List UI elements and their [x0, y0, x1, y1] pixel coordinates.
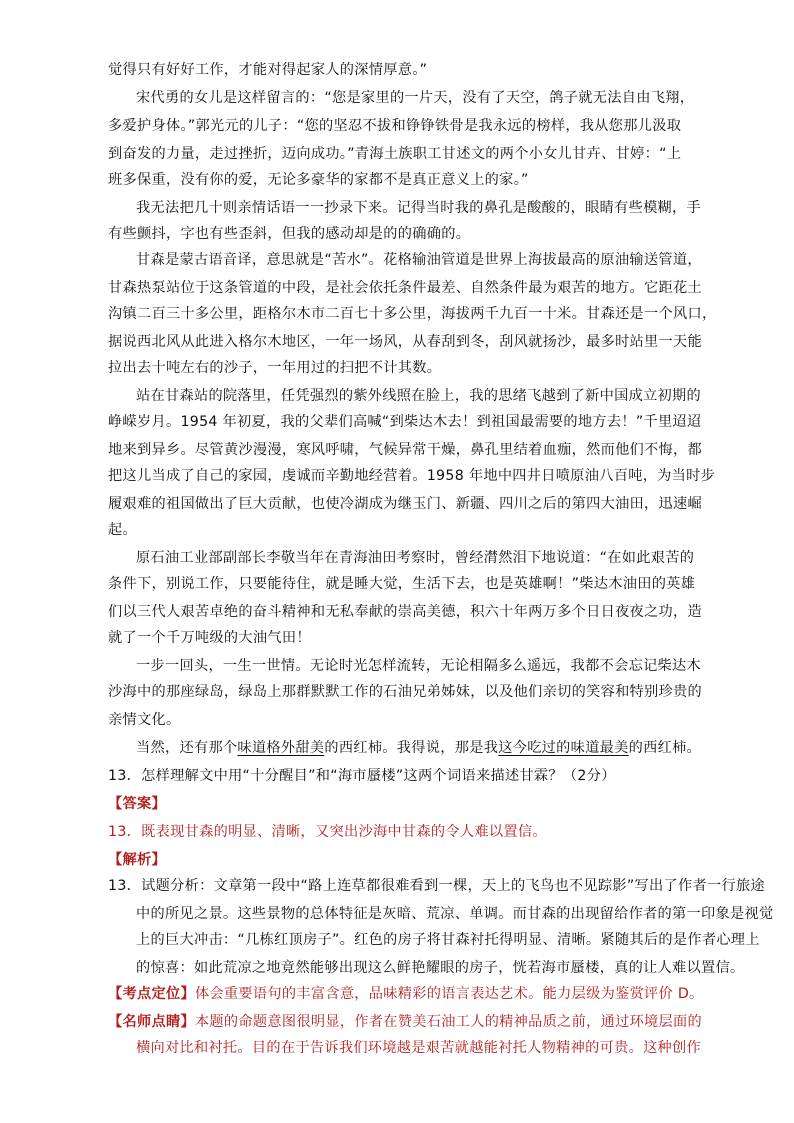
kaodian-text: 体会重要语句的丰富含意，品味精彩的语言表达艺术。能力层级为鉴赏评价 D。	[194, 986, 704, 1002]
kaodian-line	[108, 984, 704, 1004]
text-line: 据说西北风从此进入格尔木地区，一年一场风，从春刮到冬，刮风就扬沙，最多时站里一天能	[108, 334, 702, 350]
text-span: 当然，还有那个	[136, 740, 238, 756]
text-span: 的西红柿。	[628, 740, 702, 756]
mingshi-heading: 【名师点睛】	[108, 1014, 195, 1030]
text-line: 峥嵘岁月。1954 年初夏，我的父辈们高喊“到柴达木去！到祖国最需要的地方去！”千里迢迢	[108, 414, 702, 430]
analysis-heading: 【解析】	[108, 852, 166, 868]
text-line: 履艰难的祖国做出了巨大贡献，也使冷湖成为继玉门、新疆、四川之后的第四大油田，迅速崛	[108, 496, 702, 512]
text-line: 们以三代人艰苦卓绝的奋斗精神和无私奉献的崇高美德，积六十年两万多个日日夜夜之功，造	[108, 604, 702, 620]
text-line: 到奋发的力量，走过挫折，迈向成功。”青海土族职工甘述文的两个小女儿甘卉、甘婷：“上	[108, 146, 682, 162]
text-line: 地来到异乡。尽管黄沙漫漫，寒风呼啸，气候异常干燥，鼻孔里结着血痂，然而他们不悔，都	[108, 442, 702, 458]
text-line: 一步一回头，一生一世情。无论时光怎样流转，无论相隔多么遥远，我都不会忘记柴达木	[136, 658, 702, 674]
analysis-line: 13．试题分析：文章第一段中“路上连草都很难看到一棵，天上的飞鸟也不见踪影”写出了作者一行旅途	[108, 878, 765, 894]
analysis-line: 的惊喜：如此荒凉之地竟然能够出现这么鲜艳耀眼的房子，恍若海市蜃楼，真的让人难以置信。	[136, 960, 745, 976]
text-line: 沟镇二百三十多公里，距格尔木市二百七十多公里，海拔两千九百一十米。甘森还是一个风口，	[108, 306, 717, 322]
text-line: 起。	[108, 522, 137, 538]
text-line: 宋代勇的女儿是这样留言的：“您是家里的一片天，没有了天空，鸽子就无法自由飞翔，	[136, 90, 695, 106]
mingshi-line	[108, 1012, 702, 1032]
underlined-phrase: 这今吃过的味道最美	[498, 740, 629, 756]
text-line: 甘森热泵站位于这条管道的中段，是社会依托条件最差、自然条件最为艰苦的地方。它距花土	[108, 280, 702, 296]
text-line: 我无法把几十则亲情话语一一抄录下来。记得当时我的鼻孔是酸酸的，眼睛有些模糊，手	[136, 200, 702, 216]
text-line: 把这儿当成了自己的家园，虔诚而辛勤地经营着。1958 年地中四井日喷原油八百吨，为当时步	[108, 468, 716, 484]
analysis-line: 上的巨大冲击：“几栋红顶房子”。红色的房子将甘森衬托得明显、清晰。紧随其后的是作者心理上	[136, 932, 760, 948]
text-line: 多爱护身体。”郭光元的儿子：“您的坚忍不拔和铮铮铁骨是我永远的榜样，我从您那儿汲取	[108, 118, 682, 134]
text-line: 班多保重，没有你的爱，无论多豪华的家都不是真正意义上的家。”	[108, 172, 529, 188]
mingshi-line: 横向对比和衬托。目的在于告诉我们环境越是艰苦就越能衬托人物精神的可贵。这种创作	[136, 1040, 702, 1056]
text-line: 觉得只有好好工作，才能对得起家人的深情厚意。”	[108, 62, 428, 78]
text-line: 有些颤抖，字也有些歪斜，但我的感动却是的的确确的。	[108, 226, 471, 242]
text-line: 条件下，别说工作，只要能待住，就是睡大觉，生活下去，也是英雄啊！”柴达木油田的英雄	[108, 576, 696, 592]
text-line: 拉出去十吨左右的沙子，一年用过的扫把不计其数。	[108, 360, 442, 376]
question-text: 13．怎样理解文中用“十分醒目”和“海市蜃楼”这两个词语来描述甘霖？（2分）	[108, 768, 616, 784]
text-span: 的西红柿。我得说，那是我	[324, 740, 499, 756]
text-line: 原石油工业部副部长李敬当年在青海油田考察时，曾经潸然泪下地说道：“在如此艰苦的	[136, 550, 695, 566]
text-line: 亲情文化。	[108, 712, 181, 728]
kaodian-heading: 【考点定位】	[108, 986, 195, 1002]
analysis-line: 中的所见之景。这些景物的总体特征是灰暗、荒凉、单调。而甘森的出现留给作者的第一印象是视觉	[136, 906, 774, 922]
text-line	[136, 738, 701, 758]
text-line: 沙海中的那座绿岛，绿岛上那群默默工作的石油兄弟姊妹，以及他们亲切的笑容和特别珍贵的	[108, 684, 702, 700]
mingshi-text: 本题的命题意图很明显，作者在赞美石油工人的精神品质之前，通过环境层面的	[194, 1014, 703, 1030]
answer-heading: 【答案】	[108, 796, 166, 812]
text-line: 站在甘森站的院落里，任凭强烈的紫外线照在脸上，我的思绪飞越到了新中国成立初期的	[136, 388, 702, 404]
underlined-phrase: 味道格外甜美	[237, 740, 325, 756]
text-line: 甘森是蒙古语音译，意思就是“苦水”。花格输油管道是世界上海拔最高的原油输送管道，	[136, 252, 702, 268]
answer-text: 13．既表现甘森的明显、清晰，又突出沙海中甘森的令人难以置信。	[108, 824, 547, 840]
text-line: 就了一个千万吨级的大油气田！	[108, 630, 311, 646]
